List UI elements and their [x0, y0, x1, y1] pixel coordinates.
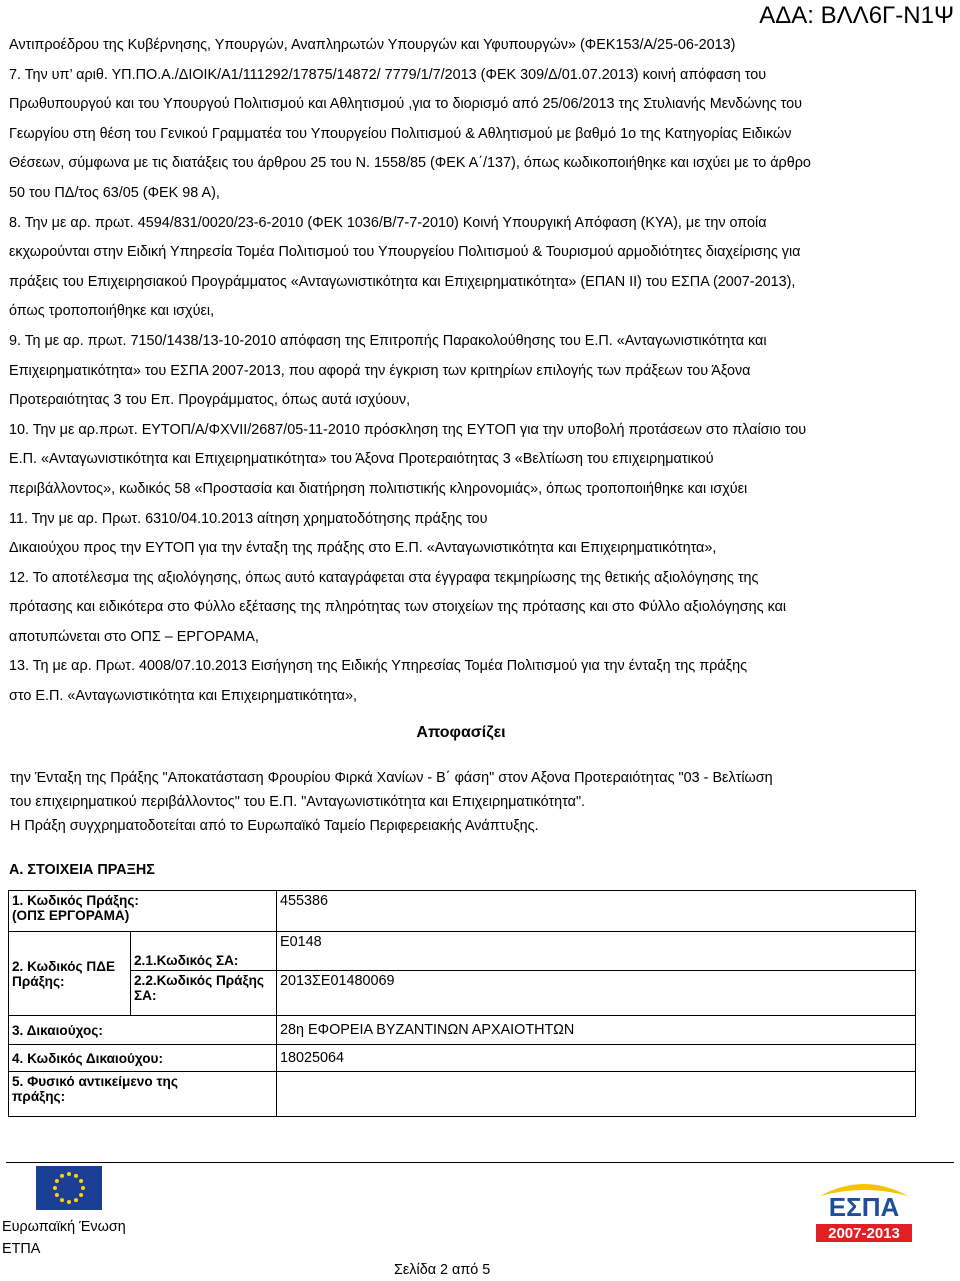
decision-text — [10, 766, 940, 838]
text-line: αποτυπώνεται στο ΟΠΣ – ΕΡΓΟΡΑΜΑ, — [9, 628, 259, 645]
decision-line: Η Πράξη συγχρηματοδοτείται από το Ευρωπαϊκό Ταμείο Περιφερειακής Ανάπτυξης. — [10, 818, 539, 834]
text-line: Πρωθυπουργού και του Υπουργού Πολιτισμού και Αθλητισμού ,για το διορισμό από 25/06/2013 της Στυλιανής Μενδώνης του — [9, 96, 803, 113]
ada-code: ΑΔΑ: ΒΛΛ6Γ-Ν1Ψ — [759, 2, 954, 29]
label-line: 5. Φυσικό αντικείμενο της — [12, 1074, 178, 1089]
text-line: 13. Τη με αρ. Πρωτ. 4008/07.10.2013 Εισήγηση της Ειδικής Υπηρεσίας Τομέα Πολιτισμού για την ένταξη της πράξης — [9, 658, 748, 675]
text-line: Αντιπροέδρου της Κυβέρνησης, Υπουργών, Αναπληρωτών Υπουργών και Υφυπουργών» (ΦΕΚ153/Α/25-06-2013) — [9, 37, 736, 53]
beneficiary-code-label: 4. Κωδικός Δικαιούχου: — [9, 1045, 277, 1072]
text-line: Ε.Π. «Ανταγωνιστικότητα και Επιχειρηματικότητα» του Άξονα Προτεραιότητας 3 «Βελτίωση του επιχειρηματικού — [9, 451, 714, 468]
text-line: 50 του ΠΔ/τος 63/05 (ΦΕΚ 98 Α), — [9, 184, 220, 201]
text-line: 11. Την με αρ. Πρωτ. 6310/04.10.2013 αίτηση χρηματοδότησης πράξης του — [9, 510, 488, 527]
preamble-text — [9, 31, 949, 712]
text-line: 12. Το αποτέλεσμα της αξιολόγησης, όπως αυτό καταγράφεται στα έγγραφα τεκμηρίωσης της θετικής αξιολόγησης της — [9, 569, 759, 586]
text-line: Επιχειρηματικότητα» του ΕΣΠΑ 2007-2013, που αφορά την έγκριση των κριτηρίων επιλογής των πράξεων του Άξονα — [9, 362, 751, 379]
svg-text:ΕΣΠΑ: ΕΣΠΑ — [828, 1192, 900, 1222]
text-line: Θέσεων, σύμφωνα με τις διατάξεις του άρθρου 25 του Ν. 1558/85 (ΦΕΚ Α΄/137), όπως κωδικοποιήθηκε και ισχύει με το άρθρο — [9, 155, 811, 172]
text-line: όπως τροποποιήθηκε και ισχύει, — [9, 303, 215, 320]
decision-line: του επιχειρηματικού περιβάλλοντος" του Ε.Π. "Ανταγωνιστικότητα και Επιχειρηματικότητα". — [10, 794, 586, 810]
label-line: 2. Κωδικός ΠΔΕ — [12, 958, 116, 974]
beneficiary-value: 28η ΕΦΟΡΕΙΑ ΒΥΖΑΝΤΙΝΩΝ ΑΡΧΑΙΟΤΗΤΩΝ — [277, 1016, 916, 1045]
espa-logo — [814, 1170, 914, 1244]
svg-text:2007-2013: 2007-2013 — [828, 1225, 900, 1242]
physical-object-value — [277, 1072, 916, 1117]
footer-divider — [6, 1162, 954, 1163]
project-code-value: 455386 — [277, 891, 916, 932]
label-line: πράξης: — [12, 1089, 66, 1104]
sa-code-value: Ε0148 — [277, 932, 916, 971]
project-code-label — [9, 891, 277, 932]
text-line: πρότασης και ειδικότερα στο Φύλλο εξέτασης της πληρότητας των στοιχείων της πρότασης και στο Φύλλο αξιολόγησης και — [9, 599, 787, 616]
label-line: (ΟΠΣ ΕΡΓΟΡΑΜΑ) — [12, 908, 130, 923]
erdf-text: ΕΤΠΑ — [2, 1241, 41, 1257]
decision-line: την Ένταξη της Πράξης "Αποκατάσταση Φρουρίου Φιρκά Χανίων - Β΄ φάση" στον Αξονα Προτεραιότητας "03 - Βελτίωση — [10, 770, 773, 786]
text-line: πράξεις του Επιχειρησιακού Προγράμματος «Ανταγωνιστικότητα και Επιχειρηματικότητα» (ΕΠΑΝ ΙΙ) του ΕΣΠΑ (2007-2013), — [9, 273, 796, 290]
physical-object-label — [9, 1072, 277, 1117]
text-line: εκχωρούνται στην Ειδική Υπηρεσία Τομέα Πολιτισμού του Υπουργείου Πολιτισμού & Τουρισμού αρμοδιότητες διαχείρισης για — [9, 244, 801, 261]
sa-project-code-value: 2013ΣΕ01480069 — [277, 971, 916, 1016]
text-line: Γεωργίου στη θέση του Γενικού Γραμματέα του Υπουργείου Πολιτισμού & Αθλητισμού με βαθμό 1ο της Κατηγορίας Ειδικών — [9, 125, 792, 142]
label-line: Πράξης: — [12, 973, 65, 989]
project-info-table — [8, 890, 916, 1117]
table-row — [9, 1072, 916, 1117]
eu-label — [2, 1216, 126, 1260]
eu-flag-icon — [36, 1166, 102, 1210]
table-row — [9, 1016, 916, 1045]
section-a-heading: Α. ΣΤΟΙΧΕΙΑ ΠΡΑΞΗΣ — [9, 862, 155, 878]
label-line: ΣΑ: — [134, 988, 157, 1003]
table-row — [9, 1045, 916, 1072]
eu-union-text: Ευρωπαϊκή Ένωση — [2, 1219, 126, 1235]
label-line: 2.2.Κωδικός Πράξης — [134, 973, 264, 988]
text-line: Προτεραιότητας 3 του Επ. Προγράμματος, όπως αυτά ισχύουν, — [9, 392, 411, 409]
text-line: 8. Την με αρ. πρωτ. 4594/831/0020/23-6-2010 (ΦΕΚ 1036/Β/7-7-2010) Κοινή Υπουργική Απόφαση (ΚΥΑ), με την οποία — [9, 214, 767, 231]
sa-project-code-label — [131, 971, 277, 1016]
decision-title: Αποφασίζει — [416, 724, 506, 741]
label-line: 1. Κωδικός Πράξης: — [12, 893, 139, 908]
page-number: Σελίδα 2 από 5 — [394, 1262, 491, 1278]
text-line: στο Ε.Π. «Ανταγωνιστικότητα και Επιχειρηματικότητα», — [9, 688, 357, 705]
pde-code-label — [9, 932, 131, 1016]
table-row — [9, 971, 916, 1016]
text-line: περιβάλλοντος», κωδικός 58 «Προστασία και διατήρηση πολιτιστικής κληρονομιάς», όπως τροποποιήθηκε και ισχύει — [9, 480, 748, 497]
text-line: 10. Την με αρ.πρωτ. ΕΥΤΟΠ/Α/ΦΧVΙΙ/2687/05-11-2010 πρόσκληση της ΕΥΤΟΠ για την υποβολή προτάσεων στο πλαίσιο του — [9, 421, 807, 438]
text-line: Δικαιούχου προς την ΕΥΤΟΠ για την ένταξη της πράξης στο Ε.Π. «Ανταγωνιστικότητα και Επιχειρηματικότητα», — [9, 540, 717, 557]
sa-code-label: 2.1.Κωδικός ΣΑ: — [131, 932, 277, 971]
text-line: 7. Την υπ’ αριθ. ΥΠ.ΠΟ.Α./ΔΙΟΙΚ/Α1/111292/17875/14872/ 7779/1/7/2013 (ΦΕΚ 309/Δ/01.07.2013) κοινή απόφαση του — [9, 66, 767, 83]
text-line: 9. Τη με αρ. πρωτ. 7150/1438/13-10-2010 απόφαση της Επιτροπής Παρακολούθησης του Ε.Π. «Ανταγωνιστικότητα και — [9, 332, 767, 349]
table-row — [9, 932, 916, 971]
table-row — [9, 891, 916, 932]
beneficiary-label: 3. Δικαιούχος: — [9, 1016, 277, 1045]
beneficiary-code-value: 18025064 — [277, 1045, 916, 1072]
